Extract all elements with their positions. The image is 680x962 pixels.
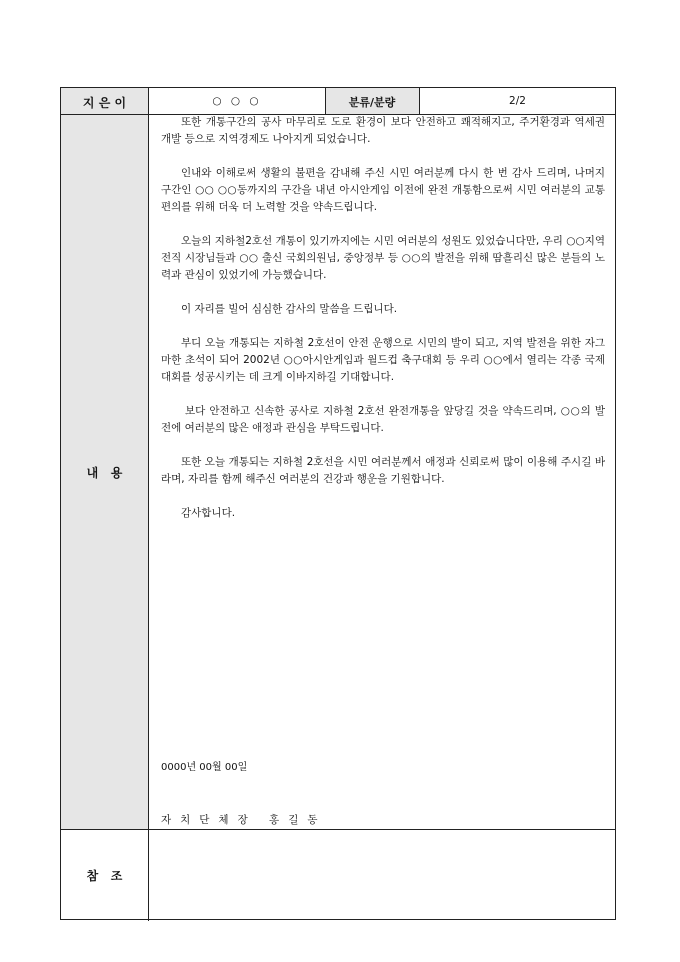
content-paragraph-7: 또한 오늘 개통되는 지하철 2호선을 시민 여러분께서 애정과 신뢰로써 많이 이용해 주시길 바라며, 자리를 함께 해주신 여러분의 건강과 행운을 기원합니다. [161, 456, 605, 485]
category-value: 2/2 [509, 95, 526, 107]
content-paragraph-1: 또한 개통구간의 공사 마무리로 도로 환경이 보다 안전하고 쾌적해지고, 주거환경과 역세권 개발 등으로 지역경제도 나아지게 되었습니다. [161, 116, 605, 145]
content-paragraph-6: 보다 안전하고 신속한 공사로 지하철 2호선 완전개통을 앞당길 것을 약속드리며, ○○의 발전에 여러분의 많은 애정과 관심을 부탁드립니다. [161, 405, 605, 434]
content-paragraph-4: 이 자리를 빌어 심심한 감사의 말씀을 드립니다. [181, 303, 398, 315]
author-label: 지 은 이 [82, 96, 127, 110]
label-column-divider [148, 88, 149, 921]
author-value: ○ ○ ○ [212, 95, 262, 107]
category-label: 분류/분량 [348, 96, 396, 109]
content-paragraph-8: 감사합니다. [181, 507, 236, 519]
content-paragraph-2: 인내와 이해로써 생활의 불편을 감내해 주신 시민 여러분께 다시 한 번 감사 드리며, 나머지 구간인 ○○ ○○동까지의 구간을 내년 아시안게임 이전에 완전 개통함으로써 시민 여러분의 교통 편의를 위해 더욱 더 노력할 것을 약속드립니다. [161, 167, 605, 213]
header-label-shade [61, 88, 148, 829]
content-paragraph-5: 부디 오늘 개통되는 지하철 2호선이 안전 운행으로 시민의 발이 되고, 지역 발전을 위한 자그마한 초석이 되어 2002년 ○○아시안게임과 월드컵 축구대회 등 우리 ○○에서 열리는 각종 국제대회를 성공시키는 데 크게 이바지하길 기대합니다. [161, 337, 605, 383]
content-body [161, 114, 605, 539]
signature-line: 자치단체장 홍길동 [161, 814, 327, 826]
reference-body[interactable] [149, 830, 615, 919]
content-label: 내 용 [86, 466, 123, 480]
document-form [60, 87, 616, 920]
content-paragraph-3: 오늘의 지하철2호선 개통이 있기까지에는 시민 여러분의 성원도 있었습니다만, 우리 ○○지역 전직 시장님들과 ○○ 출신 국회의원님, 중앙정부 등 ○○의 발전을 위해 땀흘리신 많은 분들의 노력과 관심이 있었기에 가능했습니다. [161, 235, 605, 281]
date-line: 0000년 00월 00일 [161, 762, 248, 773]
reference-label: 참 조 [86, 869, 123, 883]
